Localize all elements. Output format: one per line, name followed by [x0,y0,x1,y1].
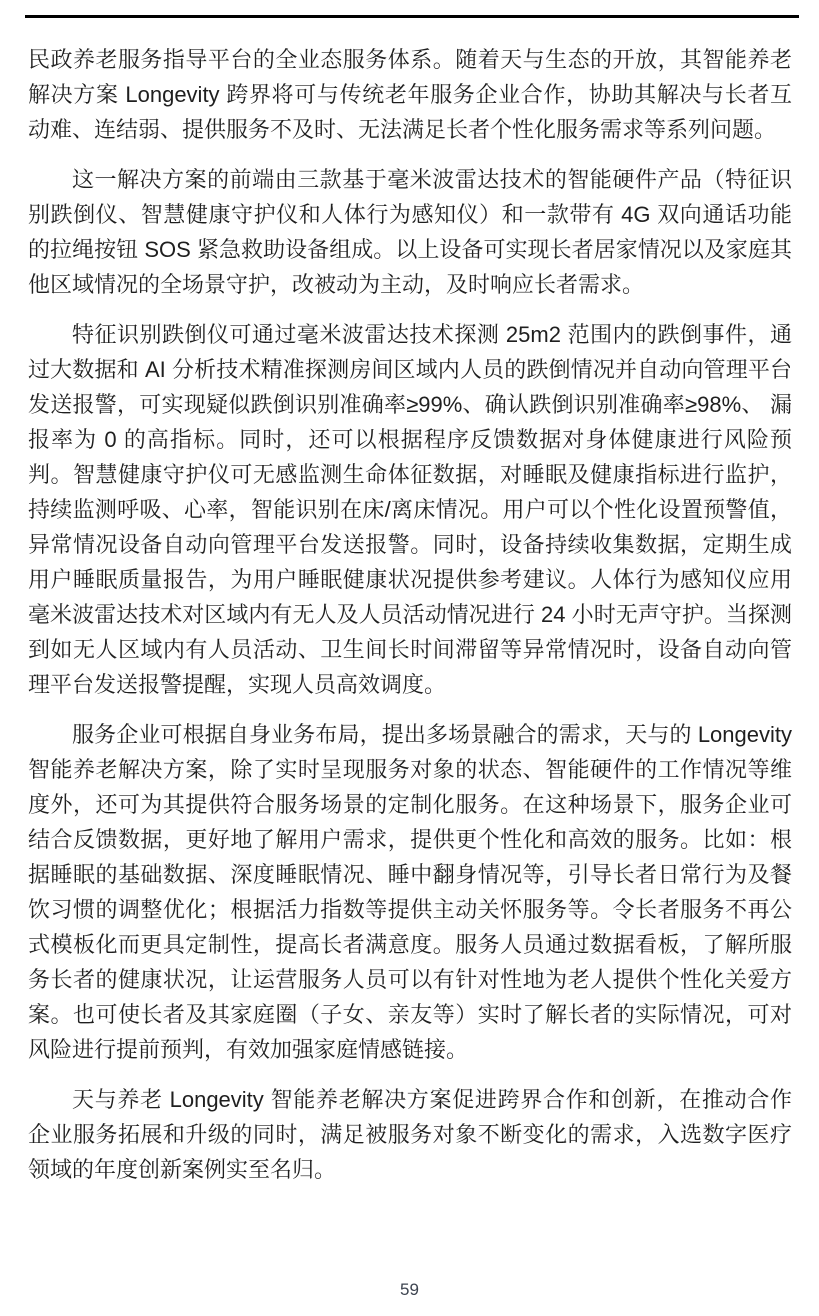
paragraph: 民政养老服务指导平台的全业态服务体系。随着天与生态的开放，其智能养老解决方案 Longevity 跨界将可与传统老年服务企业合作，协助其解决与长者互动难、连结弱、提供服务不及时、无法满足长者个性化服务需求等系列问题。 [28,47,792,142]
body-text [28,42,792,1202]
paragraph: 这一解决方案的前端由三款基于毫米波雷达技术的智能硬件产品（特征识别跌倒仪、智慧健康守护仪和人体行为感知仪）和一款带有 4G 双向通话功能的拉绳按钮 SOS 紧急救助设备组成。以上设备可实现长者居家情况以及家庭其他区域情况的全场景守护，改被动为主动，及时响应长者需求。 [28,167,792,297]
page-number: 59 [400,1280,419,1299]
paragraph: 特征识别跌倒仪可通过毫米波雷达技术探测 25m2 范围内的跌倒事件，通过大数据和 AI 分析技术精准探测房间区域内人员的跌倒情况并自动向管理平台发送报警，可实现疑似跌倒识别准确率≥99%、确认跌倒识别准确率≥98%、 漏报率为 0 的高指标。同时，还可以根据程序反馈数据对身体健康进行风险预判。智慧健康守护仪可无感监测生命体征数据，对睡眠及健康指标进行监护，持续监测呼吸、心率，智能识别在床/离床情况。用户可以个性化设置预警值，异常情况设备自动向管理平台发送报警。同时，设备持续收集数据，定期生成用户睡眠质量报告，为用户睡眠健康状况提供参考建议。人体行为感知仪应用毫米波雷达技术对区域内有无人及人员活动情况进行 24 小时无声守护。当探测到如无人区域内有人员活动、卫生间长时间滞留等异常情况时，设备自动向管理平台发送报警提醒，实现人员高效调度。 [28,322,792,697]
paragraph: 服务企业可根据自身业务布局，提出多场景融合的需求，天与的 Longevity 智能养老解决方案，除了实时呈现服务对象的状态、智能硬件的工作情况等维度外，还可为其提供符合服务场景的定制化服务。在这种场景下，服务企业可结合反馈数据，更好地了解用户需求，提供更个性化和高效的服务。比如：根据睡眠的基础数据、深度睡眠情况、睡中翻身情况等，引导长者日常行为及餐饮习惯的调整优化；根据活力指数等提供主动关怀服务等。令长者服务不再公式模板化而更具定制性，提高长者满意度。服务人员通过数据看板，了解所服务长者的健康状况，让运营服务人员可以有针对性地为老人提供个性化关爱方案。也可使长者及其家庭圈（子女、亲友等）实时了解长者的实际情况，可对风险进行提前预判，有效加强家庭情感链接。 [28,722,792,1062]
header-rule [25,15,799,18]
paragraph: 天与养老 Longevity 智能养老解决方案促进跨界合作和创新，在推动合作企业服务拓展和升级的同时，满足被服务对象不断变化的需求，入选数字医疗领域的年度创新案例实至名归。 [28,1087,792,1182]
